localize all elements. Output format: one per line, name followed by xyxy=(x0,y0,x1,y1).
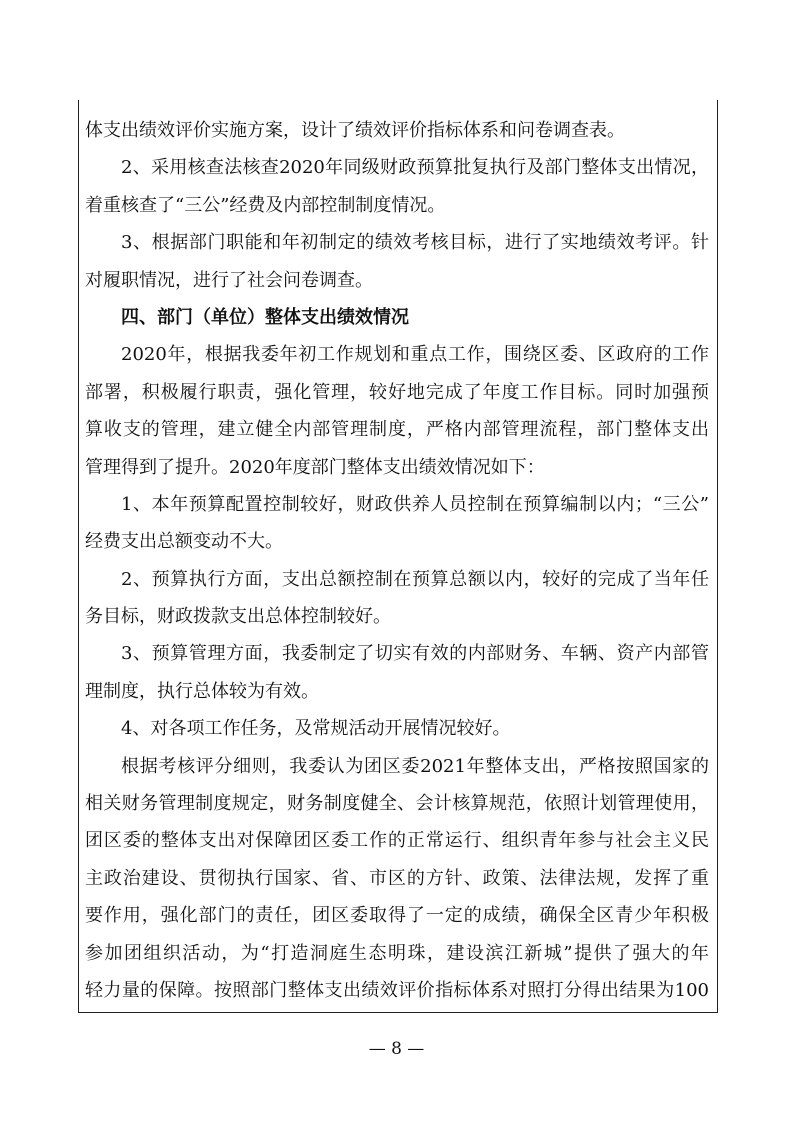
text-line: 务目标，财政拨款支出总体控制较好。 xyxy=(85,606,391,628)
page-number: — 8 — xyxy=(368,1039,425,1059)
text-line: 部署，积极履行职责，强化管理，较好地完成了年度工作目标。同时加强预 xyxy=(85,381,709,403)
text-line: 管理得到了提升。2020年度部门整体支出绩效情况如下： xyxy=(85,456,545,478)
document-body xyxy=(85,112,709,1009)
text-line: 4、对各项工作任务，及常规活动开展情况较好。 xyxy=(121,718,511,740)
text-line: 2020年，根据我委年初工作规划和重点工作，围绕区委、区政府的工作 xyxy=(121,344,709,366)
section-heading: 四、部门（单位）整体支出绩效情况 xyxy=(121,306,409,328)
text-line: 轻力量的保障。按照部门整体支出绩效评价指标体系对照打分得出结果为100 xyxy=(85,979,709,1001)
text-line: 3、根据部门职能和年初制定的绩效考核目标，进行了实地绩效考评。针 xyxy=(121,232,709,254)
text-line: 主政治建设、贯彻执行国家、省、市区的方针、政策、法律法规，发挥了重 xyxy=(85,867,709,889)
text-line: 团区委的整体支出对保障团区委工作的正常运行、组织青年参与社会主义民 xyxy=(85,830,709,852)
text-line: 经费支出总额变动不大。 xyxy=(85,531,283,553)
text-line: 相关财务管理制度规定，财务制度健全、会计核算规范，依照计划管理使用， xyxy=(85,793,709,815)
text-line: 2、采用核查法核查2020年同级财政预算批复执行及部门整体支出情况， xyxy=(121,157,709,179)
text-line: 1、本年预算配置控制较好，财政供养人员控制在预算编制以内；“三公” xyxy=(121,493,709,515)
text-line: 3、预算管理方面，我委制定了切实有效的内部财务、车辆、资产内部管 xyxy=(121,643,709,665)
text-line: 2、预算执行方面，支出总额控制在预算总额以内，较好的完成了当年任 xyxy=(121,568,709,590)
text-line: 算收支的管理，建立健全内部管理制度，严格内部管理流程，部门整体支出 xyxy=(85,419,709,441)
text-line: 理制度，执行总体较为有效。 xyxy=(85,680,319,702)
text-line: 参加团组织活动，为“打造洞庭生态明珠，建设滨江新城”提供了强大的年 xyxy=(85,942,709,964)
text-line: 体支出绩效评价实施方案，设计了绩效评价指标体系和问卷调查表。 xyxy=(85,120,625,141)
text-line: 对履职情况，进行了社会问卷调查。 xyxy=(85,269,373,291)
text-line: 要作用，强化部门的责任，团区委取得了一定的成绩，确保全区青少年积极 xyxy=(85,905,709,927)
text-line: 着重核查了“三公”经费及内部控制制度情况。 xyxy=(85,194,446,216)
text-line: 根据考核评分细则，我委认为团区委2021年整体支出，严格按照国家的 xyxy=(121,755,709,777)
